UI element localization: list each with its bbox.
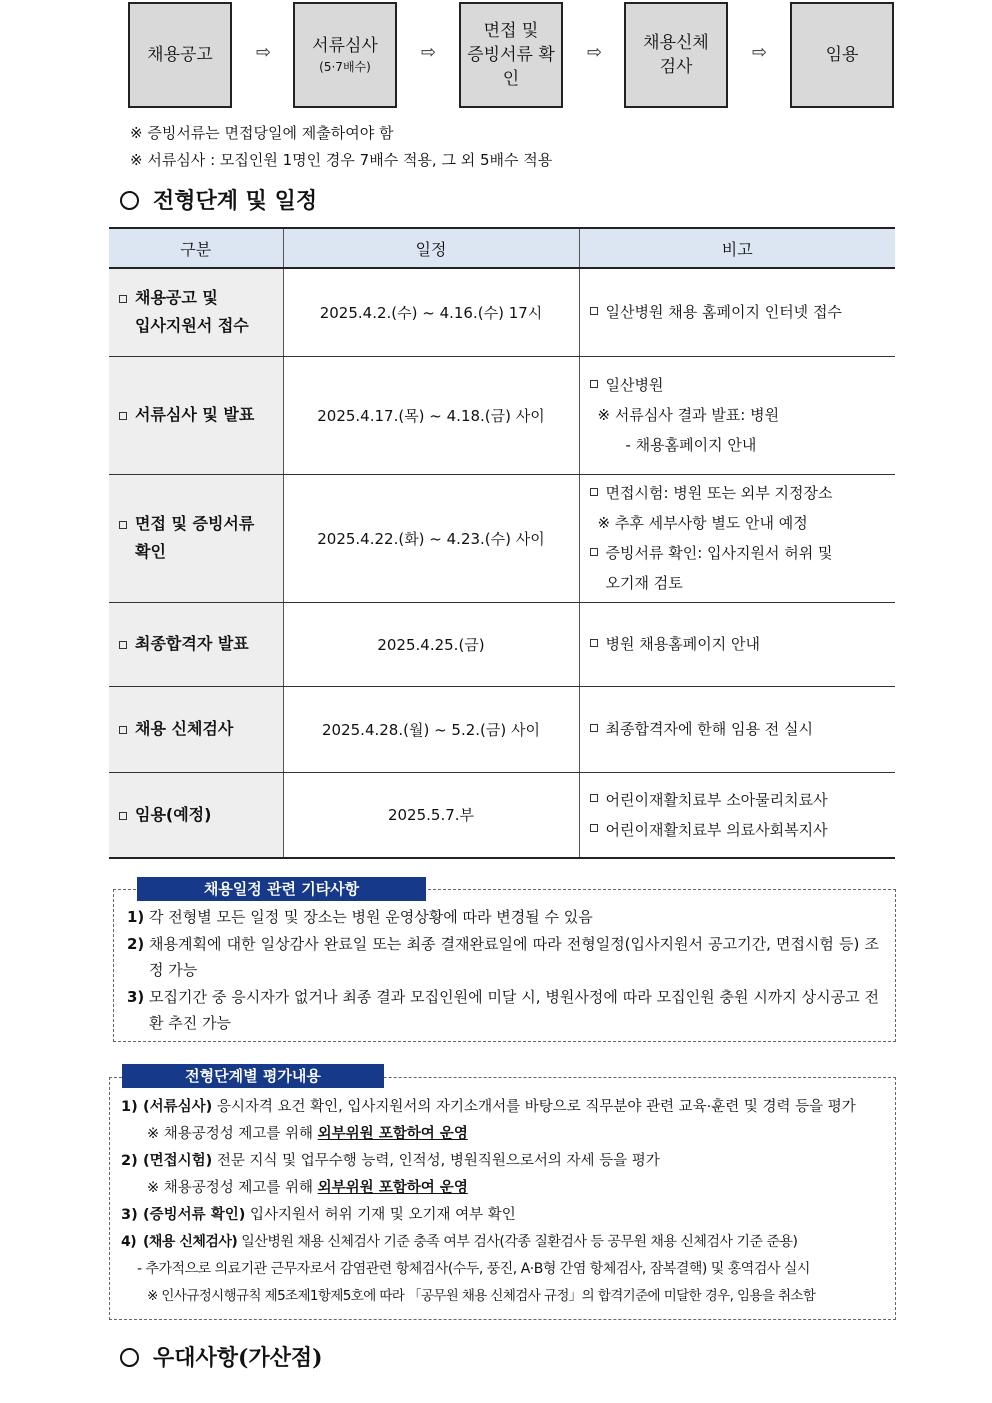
row-date: 2025.4.28.(월) ~ 5.2.(금) 사이 [283, 686, 579, 772]
note-text: 일산병원 [605, 376, 664, 394]
list-item [121, 1148, 887, 1175]
item-number: 2) [127, 934, 145, 953]
note-line [590, 400, 895, 430]
note-text: ※ 채용공정성 제고를 위해 [147, 1180, 318, 1196]
row-label-text: 채용공고 및 입사지원서 접수 [135, 288, 249, 336]
flow-step-label: 면접 및 증빙서류 확인 [467, 21, 555, 89]
evaluation-list [121, 1094, 887, 1310]
section-title-schedule [120, 184, 317, 215]
note-line [590, 714, 895, 744]
hiring-flow [0, 2, 992, 110]
flow-note: ※ 서류심사 : 모집인원 1명인 경우 7배수 적용, 그 외 5배수 적용 [130, 151, 553, 169]
note-line [590, 629, 895, 659]
item-text: 전문 지식 및 업무수행 능력, 인적성, 병원직원으로서의 자세 등을 평가 [212, 1153, 660, 1169]
square-bullet-icon [119, 412, 127, 420]
flow-step-label: 채용신체 검사 [643, 33, 709, 77]
note-text: - 채용홈페이지 안내 [625, 436, 757, 454]
item-head: (서류심사) [143, 1099, 213, 1115]
note-text: ※ 추후 세부사항 별도 안내 예정 [597, 514, 808, 532]
item-number: 1) [127, 908, 145, 926]
row-notes [579, 602, 895, 686]
row-date: 2025.4.25.(금) [283, 602, 579, 686]
row-label [109, 356, 283, 474]
row-label [109, 686, 283, 772]
note-text: 일산병원 채용 홈페이지 인터넷 접수 [605, 303, 842, 322]
item-text: 각 전형별 모든 일정 및 장소는 병원 운영상황에 따라 변경될 수 있음 [149, 908, 593, 926]
square-bullet-icon [590, 794, 598, 802]
table-row [109, 602, 895, 686]
note-line [590, 785, 895, 815]
table-row [109, 474, 895, 602]
list-item [127, 931, 879, 984]
list-item [121, 1094, 887, 1121]
table-row [109, 772, 895, 858]
note-line [590, 478, 895, 508]
row-notes [579, 268, 895, 356]
item-text: 모집기간 중 응시자가 없거나 최종 결과 모집인원에 미달 시, 병원사정에 따라 모집인원 충원 시까지 상시공고 전환 추진 가능 [149, 987, 879, 1032]
note-line [590, 370, 895, 400]
list-note [121, 1121, 887, 1148]
row-label-text: 서류심사 및 발표 [135, 405, 255, 424]
item-text: 일산병원 채용 신체검사 기준 충족 여부 검사(각종 질환검사 등 공무원 채용 신체검사 기준 준용) [237, 1234, 798, 1250]
note-text: 어린이재활치료부 의료사회복지사 [605, 820, 828, 839]
table-header-row [109, 228, 895, 268]
row-date: 2025.4.17.(목) ~ 4.18.(금) 사이 [283, 356, 579, 474]
note-text: 증빙서류 확인: 입사지원서 허위 및 [605, 544, 833, 562]
note-text: 어린이재활치료부 소아물리치료사 [605, 790, 828, 809]
row-date: 2025.4.2.(수) ~ 4.16.(수) 17시 [283, 268, 579, 356]
table-header: 비고 [579, 228, 895, 268]
flow-step-interview [459, 2, 563, 108]
flow-step-label: 채용공고 [147, 45, 213, 65]
square-bullet-icon [119, 521, 127, 529]
evaluation-title: 전형단계별 평가내용 [122, 1064, 384, 1088]
table-row [109, 686, 895, 772]
item-head: (면접시험) [143, 1153, 213, 1169]
note-text: 최종합격자에 한해 임용 전 실시 [605, 720, 813, 738]
section-title-text: 우대사항(가산점) [153, 1345, 323, 1371]
square-bullet-icon [119, 726, 127, 734]
item-number: 1) [121, 1099, 138, 1115]
item-number: 3) [121, 1207, 138, 1223]
section-title-text: 전형단계 및 일정 [153, 188, 318, 214]
row-date: 2025.5.7.부 [283, 772, 579, 858]
arrow-right-icon: ⇨ [587, 42, 603, 63]
flow-step-document-review [293, 2, 397, 108]
table-header: 구분 [109, 228, 283, 268]
note-line [590, 568, 895, 598]
item-text: 입사지원서 허위 기재 및 오기재 여부 확인 [245, 1207, 516, 1223]
note-text: 면접시험: 병원 또는 외부 지정장소 [605, 484, 833, 502]
square-bullet-icon [590, 488, 598, 496]
list-item [121, 1202, 887, 1229]
square-bullet-icon [119, 295, 127, 303]
arrow-right-icon: ⇨ [256, 42, 272, 63]
row-notes [579, 772, 895, 858]
square-bullet-icon [119, 812, 127, 820]
arrow-right-icon: ⇨ [752, 42, 768, 63]
square-bullet-icon [590, 380, 598, 388]
row-label [109, 772, 283, 858]
square-bullet-icon [119, 641, 127, 649]
section-title-preference [120, 1341, 323, 1372]
note-line [590, 430, 895, 460]
item-number: 2) [121, 1153, 138, 1169]
list-dash: - 추가적으로 의료기관 근무자로서 감염관련 항체검사(수두, 풍진, A·B형 간염 항체검사, 잠복결핵) 및 홍역검사 실시 [137, 1261, 810, 1277]
row-label-text: 최종합격자 발표 [135, 634, 249, 653]
square-bullet-icon [590, 724, 598, 732]
row-label-text: 면접 및 증빙서류 확인 [135, 514, 255, 561]
list-item [127, 904, 879, 931]
list-note: ※ 인사규정시행규칙 제5조제1항제5호에 따라 「공무원 채용 신체검사 규정」의 합격기준에 미달한 경우, 임용을 취소함 [147, 1288, 816, 1304]
circle-bullet-icon [120, 1348, 139, 1367]
row-label-text: 임용(예정) [135, 804, 212, 824]
row-notes [579, 686, 895, 772]
flow-note: ※ 증빙서류는 면접당일에 제출하여야 함 [130, 124, 394, 142]
row-label [109, 268, 283, 356]
note-line [590, 815, 895, 845]
flow-step-label: 임용 [825, 45, 859, 65]
schedule-notes-title: 채용일정 관련 기타사항 [137, 877, 426, 901]
list-item [121, 1229, 887, 1256]
row-notes [579, 356, 895, 474]
list-note [121, 1175, 887, 1202]
note-text: 오기재 검토 [605, 574, 683, 592]
item-number: 4) [121, 1234, 137, 1250]
arrow-right-icon: ⇨ [421, 42, 437, 63]
table-row [109, 356, 895, 474]
square-bullet-icon [590, 548, 598, 556]
note-text: ※ 서류심사 결과 발표: 병원 [597, 406, 780, 424]
note-emphasis: 외부위원 포함하여 운영 [317, 1180, 468, 1196]
circle-bullet-icon [120, 191, 139, 210]
schedule-notes-list [127, 904, 879, 1037]
note-line [590, 538, 895, 568]
square-bullet-icon [590, 307, 598, 315]
note-text: 병원 채용홈페이지 안내 [605, 635, 760, 653]
row-label [109, 602, 283, 686]
flow-notes [130, 120, 552, 174]
square-bullet-icon [590, 639, 598, 647]
item-text: 응시자격 요건 확인, 입사지원서의 자기소개서를 바탕으로 직무분야 관련 교육·훈련 및 경력 등을 평가 [212, 1099, 856, 1115]
square-bullet-icon [590, 824, 598, 832]
flow-step-medical-exam [624, 2, 728, 108]
schedule-table [109, 227, 895, 859]
item-number: 3) [127, 987, 145, 1006]
note-line [590, 297, 895, 327]
note-line [590, 508, 895, 538]
note-emphasis: 외부위원 포함하여 운영 [317, 1126, 468, 1142]
flow-step-sub: (5·7배수) [319, 60, 371, 74]
item-text: 채용계획에 대한 일상감사 완료일 또는 최종 결재완료일에 따라 전형일정(입사지원서 공고기간, 면접시험 등) 조정 가능 [149, 934, 879, 979]
row-date: 2025.4.22.(화) ~ 4.23.(수) 사이 [283, 474, 579, 602]
item-head: (채용 신체검사) [143, 1234, 238, 1250]
flow-step-label: 서류심사 [312, 36, 378, 56]
table-row [109, 268, 895, 356]
row-notes [579, 474, 895, 602]
note-text: ※ 채용공정성 제고를 위해 [147, 1126, 318, 1142]
flow-step-announcement [128, 2, 232, 108]
item-head: (증빙서류 확인) [143, 1207, 246, 1223]
row-label [109, 474, 283, 602]
row-label-text: 채용 신체검사 [135, 719, 234, 738]
flow-step-appointment [790, 2, 894, 108]
table-header: 일정 [283, 228, 579, 268]
list-item [127, 984, 879, 1037]
